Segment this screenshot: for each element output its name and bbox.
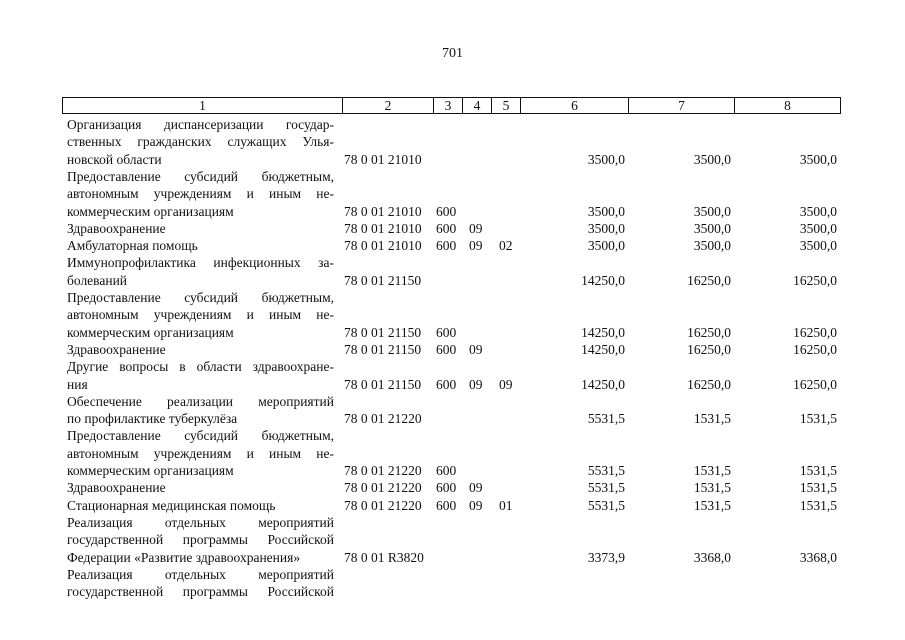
table-row — [0, 358, 905, 375]
row-vr: 600 — [436, 463, 457, 478]
row-rz: 09 — [469, 497, 483, 513]
row-value-2: 3368,0 — [693, 549, 731, 565]
page-number: 701 — [442, 46, 463, 61]
row-pr: 02 — [499, 238, 513, 254]
table-row — [0, 133, 905, 150]
table-row — [0, 583, 905, 600]
row-rz: 09 — [469, 376, 483, 392]
row-code: 78 0 01 21150 — [344, 376, 422, 392]
row-name: государственной программы Российской — [67, 532, 334, 548]
row-value-1: 14250,0 — [581, 324, 625, 340]
row-value-2: 16250,0 — [687, 324, 731, 340]
row-name: автономным учреждениям и иным не- — [67, 186, 334, 202]
table-row — [0, 203, 905, 220]
table-row — [0, 185, 905, 202]
header-col-8: 8 — [784, 98, 791, 113]
row-pr: 09 — [499, 376, 513, 392]
row-name: Предоставление субсидий бюджетным, — [67, 290, 334, 305]
row-value-3: 1531,5 — [799, 463, 837, 478]
table-row — [0, 376, 905, 393]
table-row — [0, 497, 905, 514]
row-pr: 01 — [499, 497, 513, 513]
table-row — [0, 341, 905, 358]
row-value-2: 1531,5 — [693, 463, 731, 478]
row-value-3: 1531,5 — [799, 497, 837, 513]
row-value-1: 3373,9 — [587, 549, 625, 565]
row-code: 78 0 01 21150 — [344, 272, 422, 288]
row-value-3: 3500,0 — [799, 220, 837, 236]
row-value-1: 14250,0 — [581, 341, 625, 357]
row-name: Организация диспансеризации государ- — [67, 117, 334, 132]
row-code: 78 0 01 21220 — [344, 480, 422, 496]
row-value-3: 1531,5 — [799, 411, 837, 427]
row-name: новской области — [67, 151, 162, 167]
table-header — [62, 97, 841, 114]
row-vr: 600 — [436, 376, 457, 392]
row-value-2: 1531,5 — [693, 497, 731, 513]
row-value-3: 3500,0 — [799, 151, 837, 167]
row-value-2: 16250,0 — [687, 376, 731, 392]
row-name: коммерческим организациям — [67, 463, 234, 478]
row-value-3: 16250,0 — [793, 324, 837, 340]
table-row — [0, 116, 905, 133]
row-code: 78 0 01 R3820 — [344, 549, 424, 565]
row-value-3: 16250,0 — [793, 376, 837, 392]
table-row — [0, 462, 905, 479]
table-row — [0, 410, 905, 427]
row-value-1: 3500,0 — [587, 151, 625, 167]
row-code: 78 0 01 21150 — [344, 341, 422, 357]
row-name: болеваний — [67, 272, 128, 288]
table-row — [0, 289, 905, 306]
table-row — [0, 237, 905, 254]
table-row — [0, 549, 905, 566]
row-name: Реализация отдельных мероприятий — [67, 566, 334, 582]
row-value-1: 5531,5 — [587, 497, 625, 513]
row-vr: 600 — [436, 324, 457, 340]
row-name: Здравоохранение — [67, 220, 166, 236]
row-value-1: 3500,0 — [587, 220, 625, 236]
table-row — [0, 254, 905, 271]
row-value-3: 3368,0 — [799, 549, 837, 565]
row-value-2: 3500,0 — [693, 203, 731, 219]
row-value-2: 1531,5 — [693, 480, 731, 496]
row-vr: 600 — [436, 220, 457, 236]
header-col-3: 3 — [434, 98, 463, 113]
row-value-2: 1531,5 — [693, 411, 731, 427]
row-name: Обеспечение реализации мероприятий — [67, 393, 334, 409]
row-name: Здравоохранение — [67, 341, 166, 357]
row-code: 78 0 01 21010 — [344, 151, 422, 167]
header-col-4: 4 — [463, 98, 492, 113]
row-value-1: 14250,0 — [581, 376, 625, 392]
row-name: Предоставление субсидий бюджетным, — [67, 428, 334, 444]
row-rz: 09 — [469, 341, 483, 357]
header-col-1: 1 — [63, 98, 343, 113]
row-value-3: 1531,5 — [799, 480, 837, 496]
row-value-2: 16250,0 — [687, 272, 731, 288]
header-col-7: 7 — [629, 98, 735, 113]
row-vr: 600 — [436, 480, 457, 496]
table-row — [0, 445, 905, 462]
row-rz: 09 — [469, 480, 483, 496]
row-name: государственной программы Российской — [67, 584, 334, 600]
row-name: автономным учреждениям и иным не- — [67, 307, 334, 323]
header-col-6: 6 — [521, 98, 629, 113]
row-rz: 09 — [469, 220, 483, 236]
row-value-1: 14250,0 — [581, 272, 625, 288]
row-name: Стационарная медицинская помощь — [67, 497, 276, 513]
row-name: Федерации «Развитие здравоохранения» — [67, 549, 301, 565]
row-name: Амбулаторная помощь — [67, 238, 198, 254]
table-row — [0, 479, 905, 496]
row-code: 78 0 01 21010 — [344, 203, 422, 219]
row-name: Реализация отдельных мероприятий — [67, 514, 334, 530]
row-name: Иммунопрофилактика инфекционных за- — [67, 255, 334, 271]
table-row — [0, 306, 905, 323]
row-value-1: 5531,5 — [587, 411, 625, 427]
row-value-2: 16250,0 — [687, 341, 731, 357]
row-name: ственных гражданских служащих Улья- — [67, 134, 334, 150]
row-code: 78 0 01 21010 — [344, 220, 422, 236]
row-vr: 600 — [436, 497, 457, 513]
table-row — [0, 168, 905, 185]
row-name: Предоставление субсидий бюджетным, — [67, 168, 334, 184]
row-value-2: 3500,0 — [693, 151, 731, 167]
row-value-1: 3500,0 — [587, 238, 625, 254]
row-value-3: 16250,0 — [793, 341, 837, 357]
header-col-2: 2 — [343, 98, 434, 113]
row-name: Другие вопросы в области здравоохране- — [67, 359, 334, 375]
row-value-2: 3500,0 — [693, 238, 731, 254]
table-row — [0, 393, 905, 410]
row-name: по профилактике туберкулёза — [67, 411, 238, 427]
row-value-1: 3500,0 — [587, 203, 625, 219]
row-value-3: 3500,0 — [799, 238, 837, 254]
table-row — [0, 220, 905, 237]
table-row — [0, 272, 905, 289]
row-code: 78 0 01 21150 — [344, 324, 422, 340]
table-row — [0, 531, 905, 548]
row-value-2: 3500,0 — [693, 220, 731, 236]
row-name: коммерческим организациям — [67, 324, 234, 340]
row-value-3: 16250,0 — [793, 272, 837, 288]
row-value-1: 5531,5 — [587, 463, 625, 478]
row-name: автономным учреждениям и иным не- — [67, 445, 334, 461]
table-row — [0, 514, 905, 531]
row-name: Здравоохранение — [67, 480, 166, 496]
row-code: 78 0 01 21220 — [344, 411, 422, 427]
row-code: 78 0 01 21010 — [344, 238, 422, 254]
table-row — [0, 151, 905, 168]
row-code: 78 0 01 21220 — [344, 497, 422, 513]
row-name: ния — [67, 376, 88, 392]
row-code: 78 0 01 21220 — [344, 463, 422, 478]
row-vr: 600 — [436, 203, 457, 219]
header-col-5: 5 — [492, 98, 521, 113]
row-vr: 600 — [436, 341, 457, 357]
row-value-3: 3500,0 — [799, 203, 837, 219]
row-value-1: 5531,5 — [587, 480, 625, 496]
row-rz: 09 — [469, 238, 483, 254]
row-vr: 600 — [436, 238, 457, 254]
table-row — [0, 324, 905, 341]
table-row — [0, 566, 905, 583]
table-row — [0, 427, 905, 444]
row-name: коммерческим организациям — [67, 203, 234, 219]
